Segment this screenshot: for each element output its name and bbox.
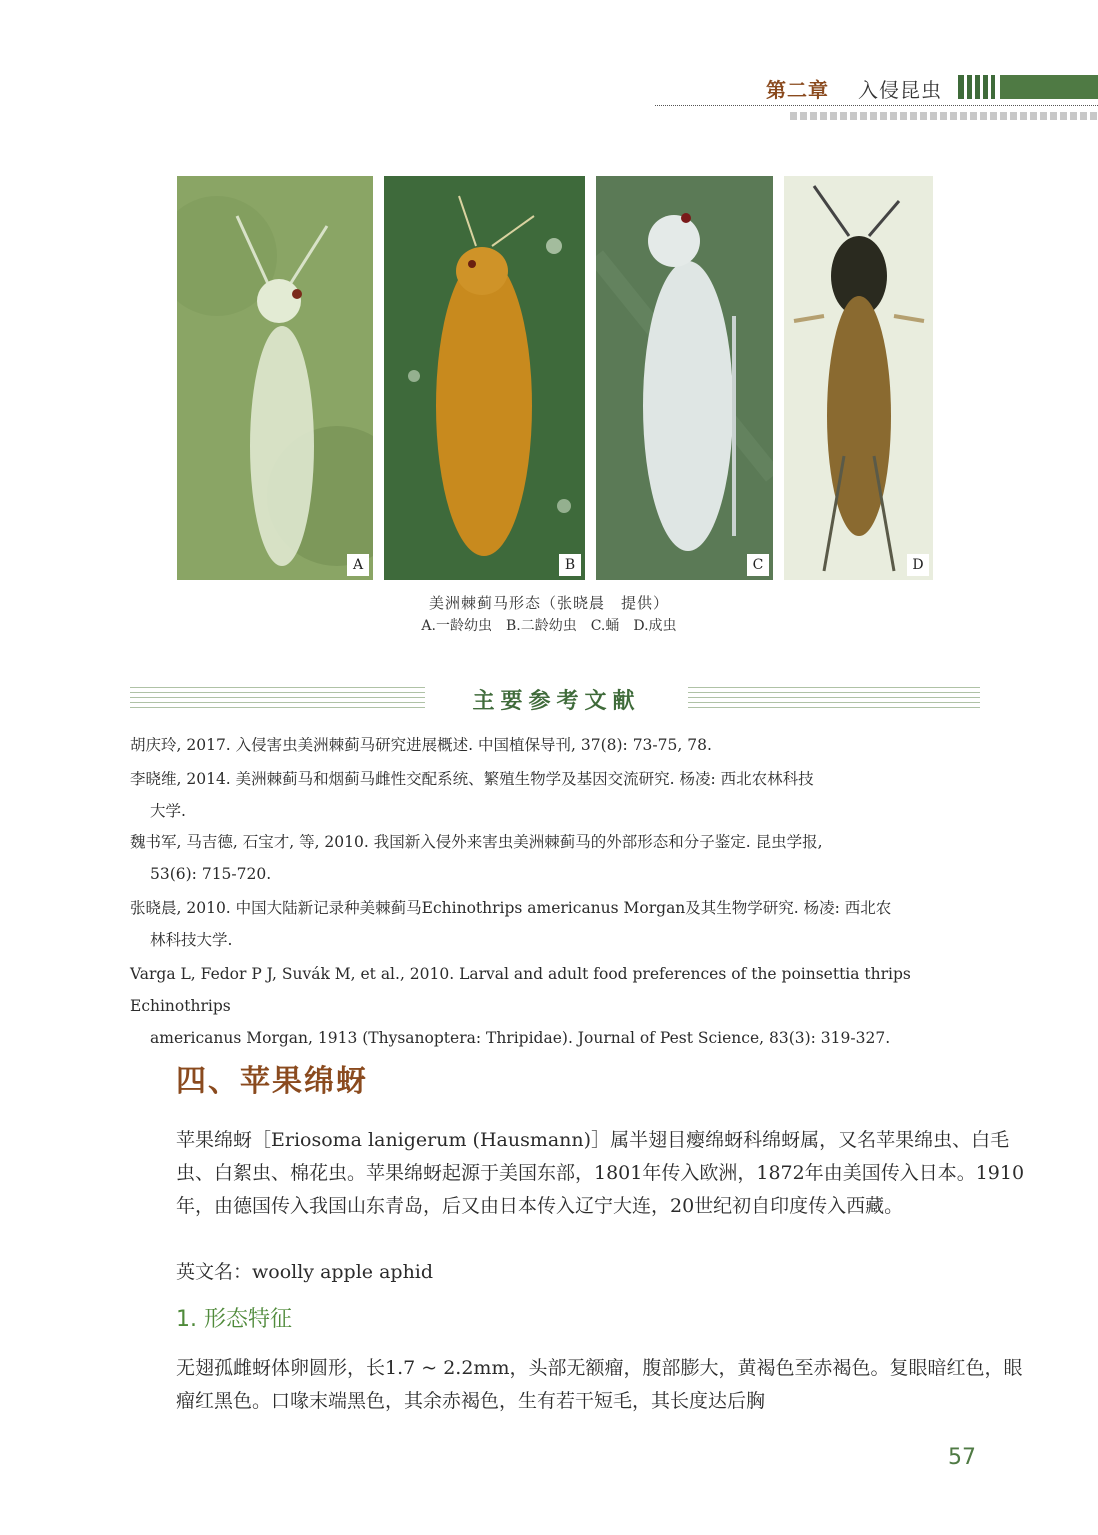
page-header [0,0,1098,130]
header-green-block [1000,75,1098,99]
header-dotted-rule [655,105,1098,106]
figure-panel-d [784,176,933,580]
reference-line: Varga L, Fedor P J, Suvák M, et al., 2010. Larval and adult food preferences of the poinsettia thrips Echinothrips [130,965,911,1015]
reference-item [130,958,982,1054]
second-instar-larva-image [384,176,585,580]
reference-line: 李晓维, 2014. 美洲棘蓟马和烟蓟马雌性交配系统、繁殖生物学及基因交流研究. 杨凌: 西北农林科技 [130,770,814,788]
adult-image [784,176,933,580]
figure-caption-legend: A.一龄幼虫 B.二龄幼虫 C.蛹 D.成虫 [421,618,677,634]
panel-label-d: D [907,554,929,576]
figure-panel-c [596,176,773,580]
figure-panel-b [384,176,585,580]
english-name-line: 英文名：woolly apple aphid [176,1261,434,1283]
reference-line: 魏书军, 马吉德, 石宝才, 等, 2010. 我国新入侵外来害虫美洲棘蓟马的外部形态和分子鉴定. 昆虫学报, [130,833,823,851]
chapter-title: 入侵昆虫 [858,78,942,102]
reference-line-continued: 53(6): 715-720. [150,865,272,883]
subsection-title: 1. 形态特征 [176,1307,292,1332]
thrips-figure [177,176,933,580]
panel-label-b: B [559,554,581,576]
pupa-image [596,176,773,580]
figure-caption-title: 美洲棘蓟马形态（张晓晨 提供） [428,594,669,612]
morphology-paragraph: 无翅孤雌蚜体卵圆形，长1.7 ~ 2.2mm，头部无额瘤，腹部膨大，黄褐色至赤褐色。复眼暗红色，眼瘤红黑色。口喙末端黑色，其余赤褐色，生有若干短毛，其长度达后胸 [176,1357,1023,1412]
reference-line: 张晓晨, 2010. 中国大陆新记录种美棘蓟马Echinothrips americanus Morgan及其生物学研究. 杨凌: 西北农 [130,899,892,917]
panel-label-c: C [747,554,769,576]
reference-item [130,729,982,761]
panel-label-a: A [347,554,369,576]
section-title: 四、苹果绵蚜 [176,1064,368,1099]
heading-dot-pattern-left [130,686,425,708]
first-instar-larva-image [177,176,373,580]
chapter-number: 第二章 [766,78,829,102]
references-title: 主要参考文献 [472,689,641,714]
reference-item [130,826,982,890]
reference-item [130,763,982,827]
header-square-pattern [790,112,1098,120]
reference-line-continued: 林科技大学. [150,931,233,949]
heading-dot-pattern-right [688,686,980,708]
figure-panel-a [177,176,373,580]
reference-item [130,892,982,956]
reference-line: 胡庆玲, 2017. 入侵害虫美洲棘蓟马研究进展概述. 中国植保导刊, 37(8): 73-75, 78. [130,736,712,754]
page-number: 57 [948,1445,976,1470]
reference-line-continued: 大学. [150,802,186,820]
references-heading-bar [0,684,1098,714]
reference-line-continued: americanus Morgan, 1913 (Thysanoptera: Thripidae). Journal of Pest Science, 83(3): 319-327. [150,1029,891,1047]
section-intro-paragraph: 苹果绵蚜［Eriosoma lanigerum (Hausmann)］属半翅目瘿绵蚜科绵蚜属，又名苹果绵虫、白毛虫、白絮虫、棉花虫。苹果绵蚜起源于美国东部，1801年传入欧洲，1872年由美国传入日本。1910年，由德国传入我国山东青岛，后又由日本传入辽宁大连，20世纪初自印度传入西藏。 [176,1129,1025,1217]
